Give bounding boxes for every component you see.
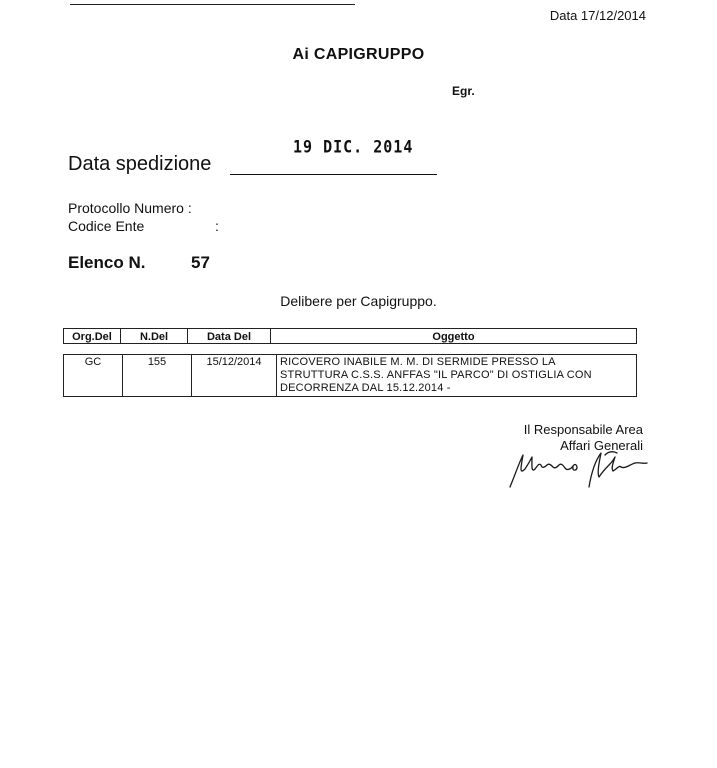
header-oggetto: Oggetto	[271, 329, 637, 344]
header-org-del: Org.Del	[64, 329, 121, 344]
top-rule	[70, 4, 355, 5]
oggetto-line: STRUTTURA C.S.S. ANFFAS "IL PARCO" DI OSTIGLIA CON	[280, 369, 592, 381]
signer-role: Il Responsabile Area	[523, 422, 643, 437]
elenco-number: 57	[191, 253, 210, 272]
cell-n-del: 155	[123, 355, 192, 397]
cell-org-del: GC	[64, 355, 123, 397]
codice-ente-colon: :	[215, 218, 219, 234]
cell-oggetto	[277, 355, 637, 397]
document-title: Ai CAPIGRUPPO	[292, 46, 425, 63]
date-stamp: 19 DIC. 2014	[293, 137, 414, 157]
delibere-table	[63, 354, 637, 397]
spedizione-label: Data spedizione	[68, 153, 212, 175]
oggetto-line: DECORRENZA DAL 15.12.2014 -	[280, 382, 451, 394]
table-row	[64, 355, 637, 397]
spedizione-underline	[230, 174, 437, 175]
codice-ente-label: Codice Ente	[68, 218, 145, 234]
header-data-del: Data Del	[188, 329, 271, 344]
section-subtitle: Delibere per Capigruppo.	[280, 293, 437, 309]
header-n-del: N.Del	[121, 329, 188, 344]
recipient-salutation: Egr.	[452, 84, 475, 98]
handwritten-signature	[505, 445, 655, 490]
signer-department: Affari Generali	[560, 438, 643, 453]
protocollo-label: Protocollo Numero :	[68, 200, 192, 216]
oggetto-line: RICOVERO INABILE M. M. DI SERMIDE PRESSO LA	[280, 356, 556, 368]
cell-data-del: 15/12/2014	[192, 355, 277, 397]
elenco-label: Elenco N.	[68, 253, 146, 272]
table-header	[63, 328, 637, 344]
document-date: Data 17/12/2014	[549, 8, 646, 23]
